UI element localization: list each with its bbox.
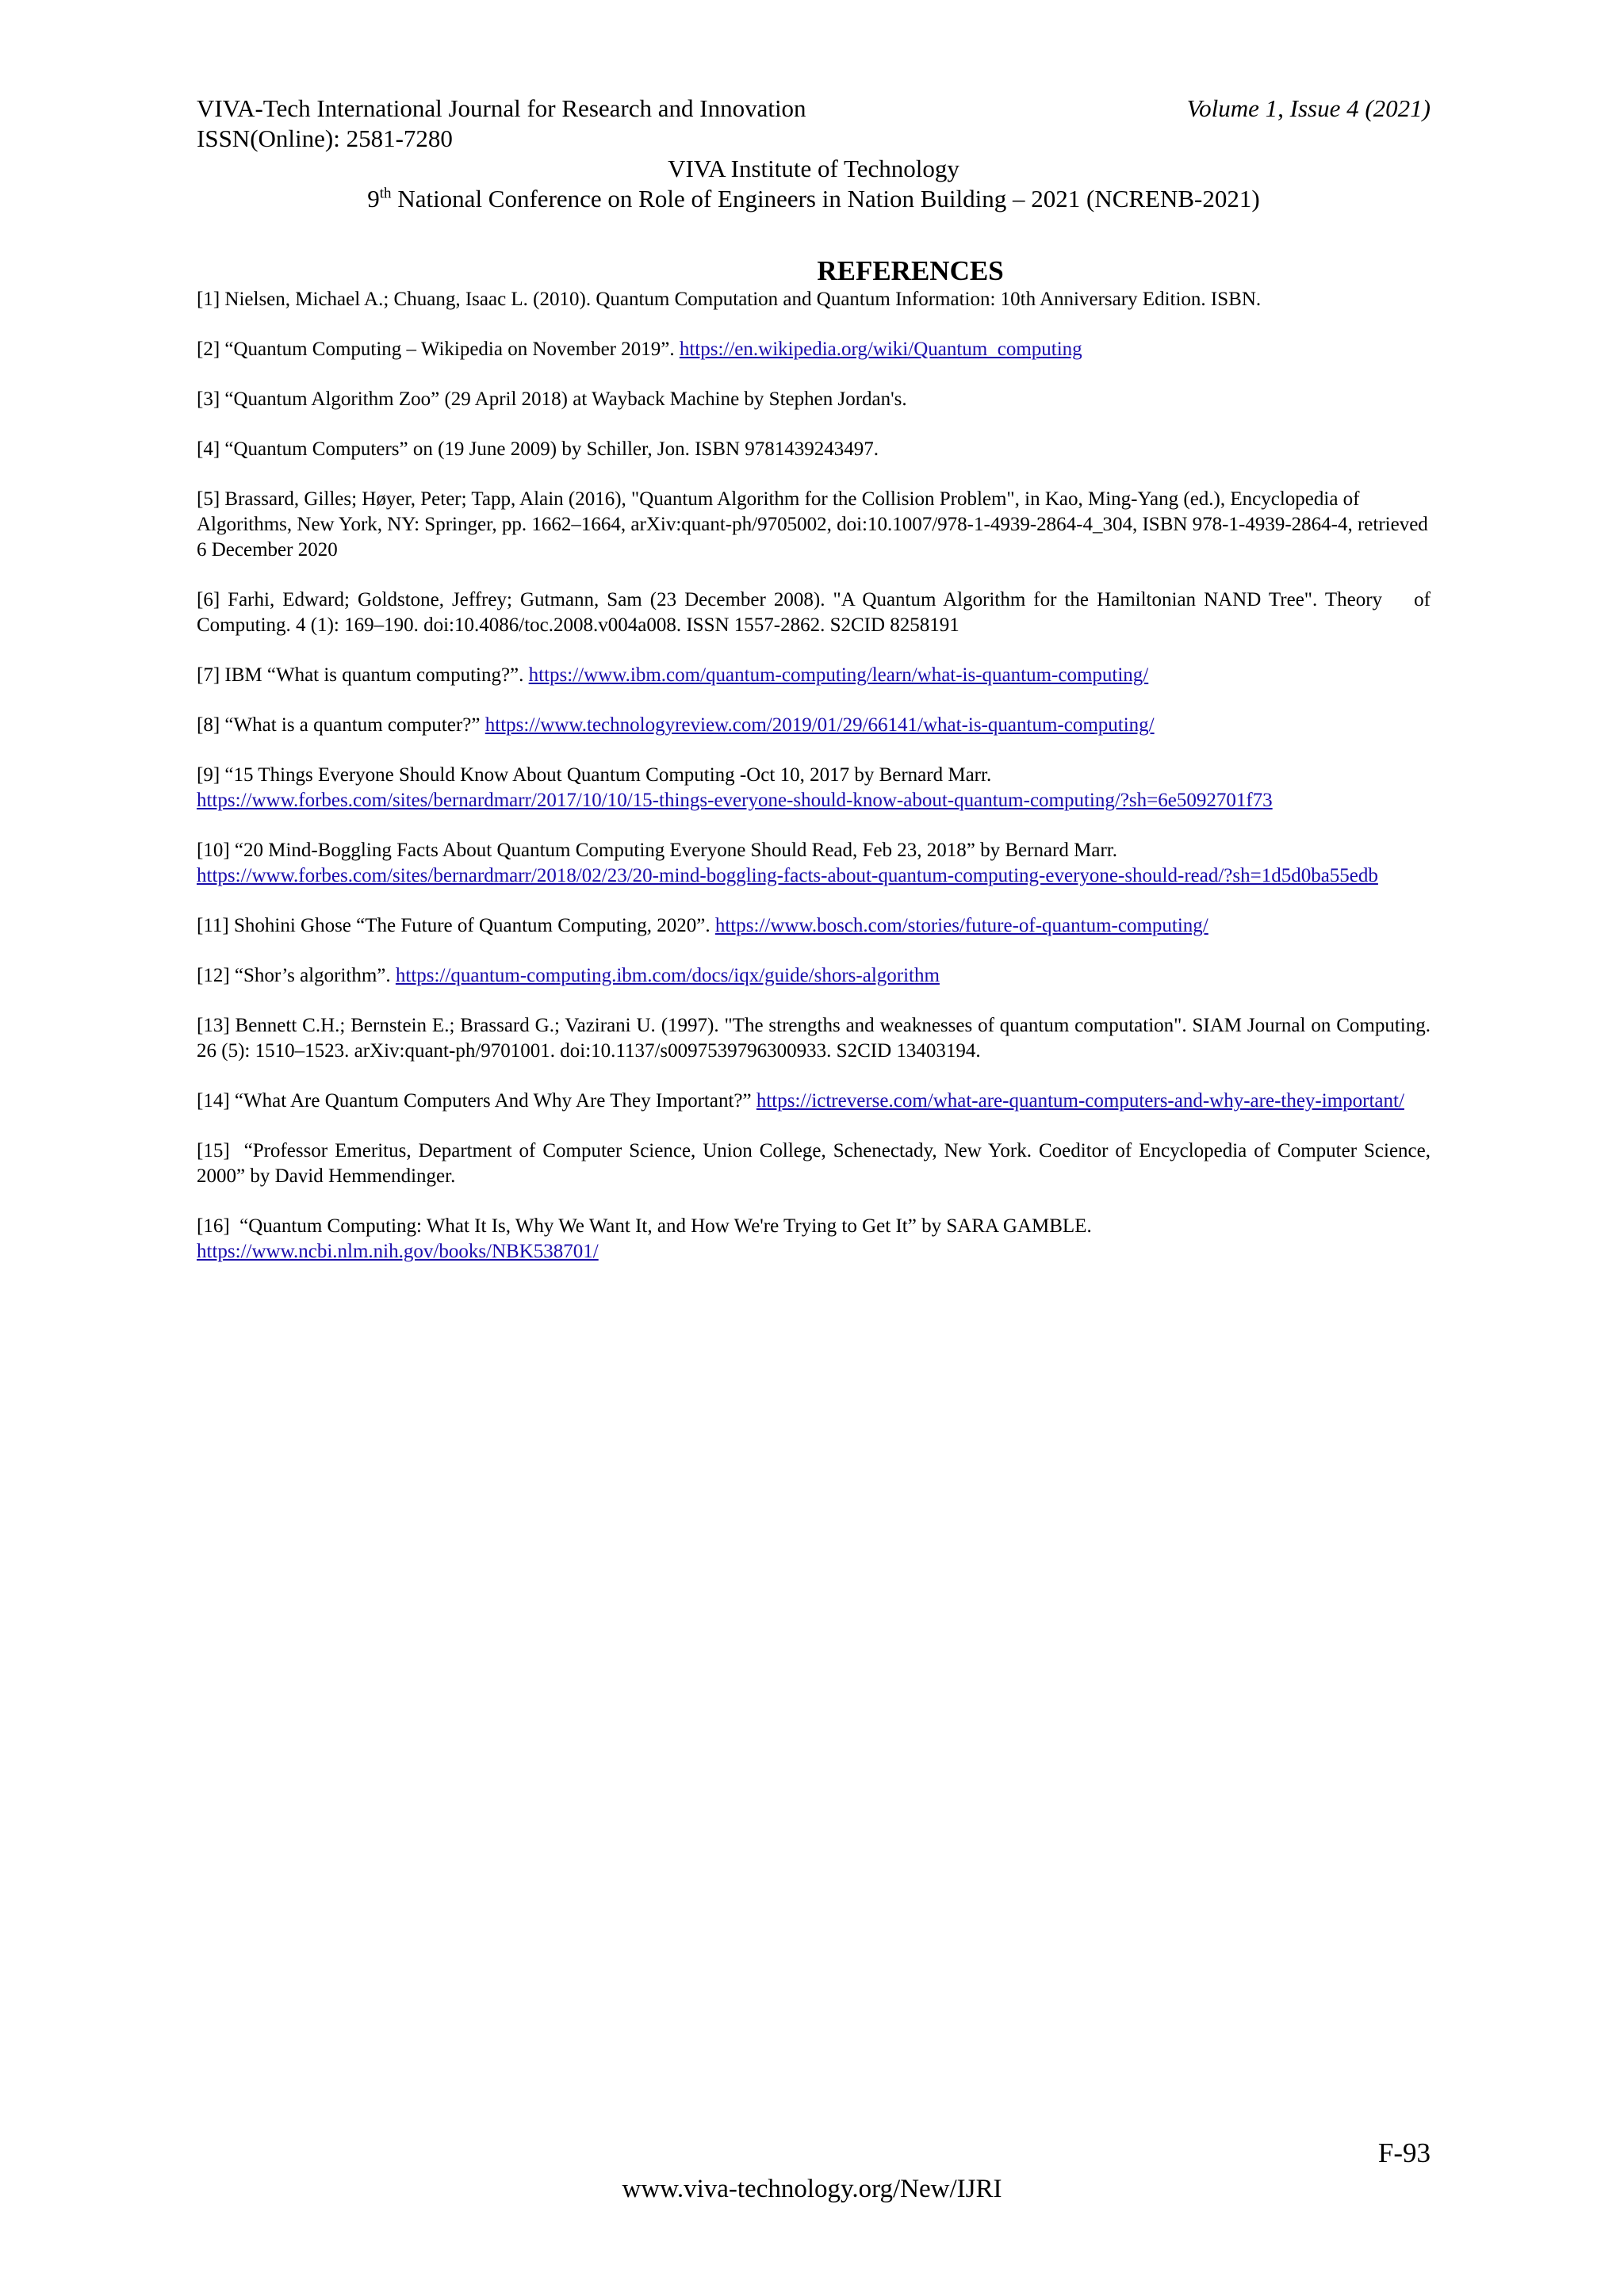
header-top-row	[197, 94, 1431, 124]
reference-link[interactable]: https://ictreverse.com/what-are-quantum-computers-and-why-are-they-important/	[756, 1090, 1404, 1112]
reference-link[interactable]: https://quantum-computing.ibm.com/docs/iqx/guide/shors-algorithm	[395, 965, 940, 986]
reference-link[interactable]: https://www.ncbi.nlm.nih.gov/books/NBK538701/	[197, 1241, 599, 1262]
reference-text: [9] “15 Things Everyone Should Know About Quantum Computing -Oct 10, 2017 by Bernard Marr.	[197, 764, 992, 786]
reference-15	[197, 1138, 1436, 1189]
page-header	[197, 94, 1431, 214]
conference-title: National Conference on Role of Engineers in Nation Building – 2021 (NCRENB-2021)	[391, 185, 1260, 212]
references-list	[197, 287, 1436, 1289]
reference-text: [2] “Quantum Computing – Wikipedia on November 2019”.	[197, 339, 680, 360]
journal-title: VIVA-Tech International Journal for Research and Innovation	[197, 94, 806, 122]
reference-text: [12] “Shor’s algorithm”.	[197, 965, 396, 986]
volume-issue: Volume 1, Issue 4 (2021)	[1186, 94, 1431, 122]
reference-text: [14] “What Are Quantum Computers And Why Are They Important?”	[197, 1090, 756, 1112]
reference-11	[197, 913, 1431, 939]
reference-link[interactable]: https://www.forbes.com/sites/bernardmarr/2018/02/23/20-mind-boggling-facts-about-quantum-computing-everyone-should-read/?sh=1d5d0ba55edb	[197, 865, 1378, 886]
reference-text: [1] Nielsen, Michael A.; Chuang, Isaac L. (2010). Quantum Computation and Quantum Information: 10th Anniversary Edition. ISBN.	[197, 289, 1262, 310]
reference-2	[197, 337, 1431, 362]
reference-7	[197, 663, 1431, 688]
reference-text: [10] “20 Mind-Boggling Facts About Quantum Computing Everyone Should Read, Feb 23, 2018” by Bernard Marr.	[197, 840, 1117, 861]
reference-text: [5] Brassard, Gilles; Høyer, Peter; Tapp, Alain (2016), "Quantum Algorithm for the Collision Problem", in Kao, Ming-Yang (ed.), Encyclopedia of Algorithms, New York, NY: Springer, pp. 1662–1664, arXiv:quant-ph/9705002, doi:10.1007/978-1-4939-2864-4_304, ISBN 978-1-4939-2864-4, retrieved 6 December 2020	[197, 488, 1428, 561]
institute-name: VIVA Institute of Technology	[668, 155, 959, 182]
conference-ordinal-suffix: th	[379, 185, 392, 202]
reference-text: [8] “What is a quantum computer?”	[197, 714, 485, 736]
reference-9	[197, 763, 1431, 813]
reference-link[interactable]: https://www.forbes.com/sites/bernardmarr/2017/10/10/15-things-everyone-should-know-about-quantum-computing/?sh=6e5092701f73	[197, 790, 1273, 811]
reference-10	[197, 838, 1431, 889]
reference-link[interactable]: https://www.ibm.com/quantum-computing/learn/what-is-quantum-computing/	[528, 664, 1149, 686]
reference-14	[197, 1089, 1431, 1114]
footer-url: www.viva-technology.org/New/IJRI	[622, 2175, 1002, 2203]
reference-1	[197, 287, 1431, 312]
reference-link[interactable]: https://en.wikipedia.org/wiki/Quantum_computing	[679, 339, 1082, 360]
reference-link[interactable]: https://www.bosch.com/stories/future-of-quantum-computing/	[714, 915, 1208, 936]
reference-6	[197, 587, 1436, 638]
reference-text: [11] Shohini Ghose “The Future of Quantum Computing, 2020”.	[197, 915, 715, 936]
reference-5	[197, 487, 1431, 563]
reference-text: [4] “Quantum Computers” on (19 June 2009) by Schiller, Jon. ISBN 9781439243497.	[197, 438, 879, 460]
reference-text: [15] “Professor Emeritus, Department of Computer Science, Union College, Schenectady, New York. Coeditor of Encyclopedia of Computer Science, 2000” by David Hemmendinger.	[197, 1140, 1436, 1187]
references-heading: REFERENCES	[817, 255, 1004, 286]
reference-text: [7] IBM “What is quantum computing?”.	[197, 664, 529, 686]
page-number: F-93	[1377, 2137, 1431, 2168]
reference-3	[197, 387, 1431, 412]
reference-4	[197, 437, 1431, 462]
reference-13	[197, 1013, 1431, 1064]
reference-text: [13] Bennett C.H.; Bernstein E.; Brassard G.; Vazirani U. (1997). "The strengths and weaknesses of quantum computation". SIAM Journal on Computing. 26 (5): 1510–1523. arXiv:quant-ph/9701001. doi:10.1137/s0097539796300933. S2CID 13403194.	[197, 1015, 1431, 1062]
reference-text: [6] Farhi, Edward; Goldstone, Jeffrey; Gutmann, Sam (23 December 2008). "A Quantum Algorithm for the Hamiltonian NAND Tree". Theory of Computing. 4 (1): 169–190. doi:10.4086/toc.2008.v004a008. ISSN 1557-2862. S2CID 8258191	[197, 589, 1436, 636]
reference-16	[197, 1214, 1431, 1265]
conference-name	[197, 184, 1431, 214]
reference-text: [16] “Quantum Computing: What It Is, Why We Want It, and How We're Trying to Get It” by SARA GAMBLE.	[197, 1215, 1092, 1237]
conference-ordinal: 9	[367, 185, 380, 212]
reference-text: [3] “Quantum Algorithm Zoo” (29 April 2018) at Wayback Machine by Stephen Jordan's.	[197, 388, 907, 410]
issn-line: ISSN(Online): 2581-7280	[197, 124, 453, 152]
reference-8	[197, 713, 1431, 738]
reference-link[interactable]: https://www.technologyreview.com/2019/01/29/66141/what-is-quantum-computing/	[485, 714, 1155, 736]
reference-12	[197, 963, 1431, 989]
